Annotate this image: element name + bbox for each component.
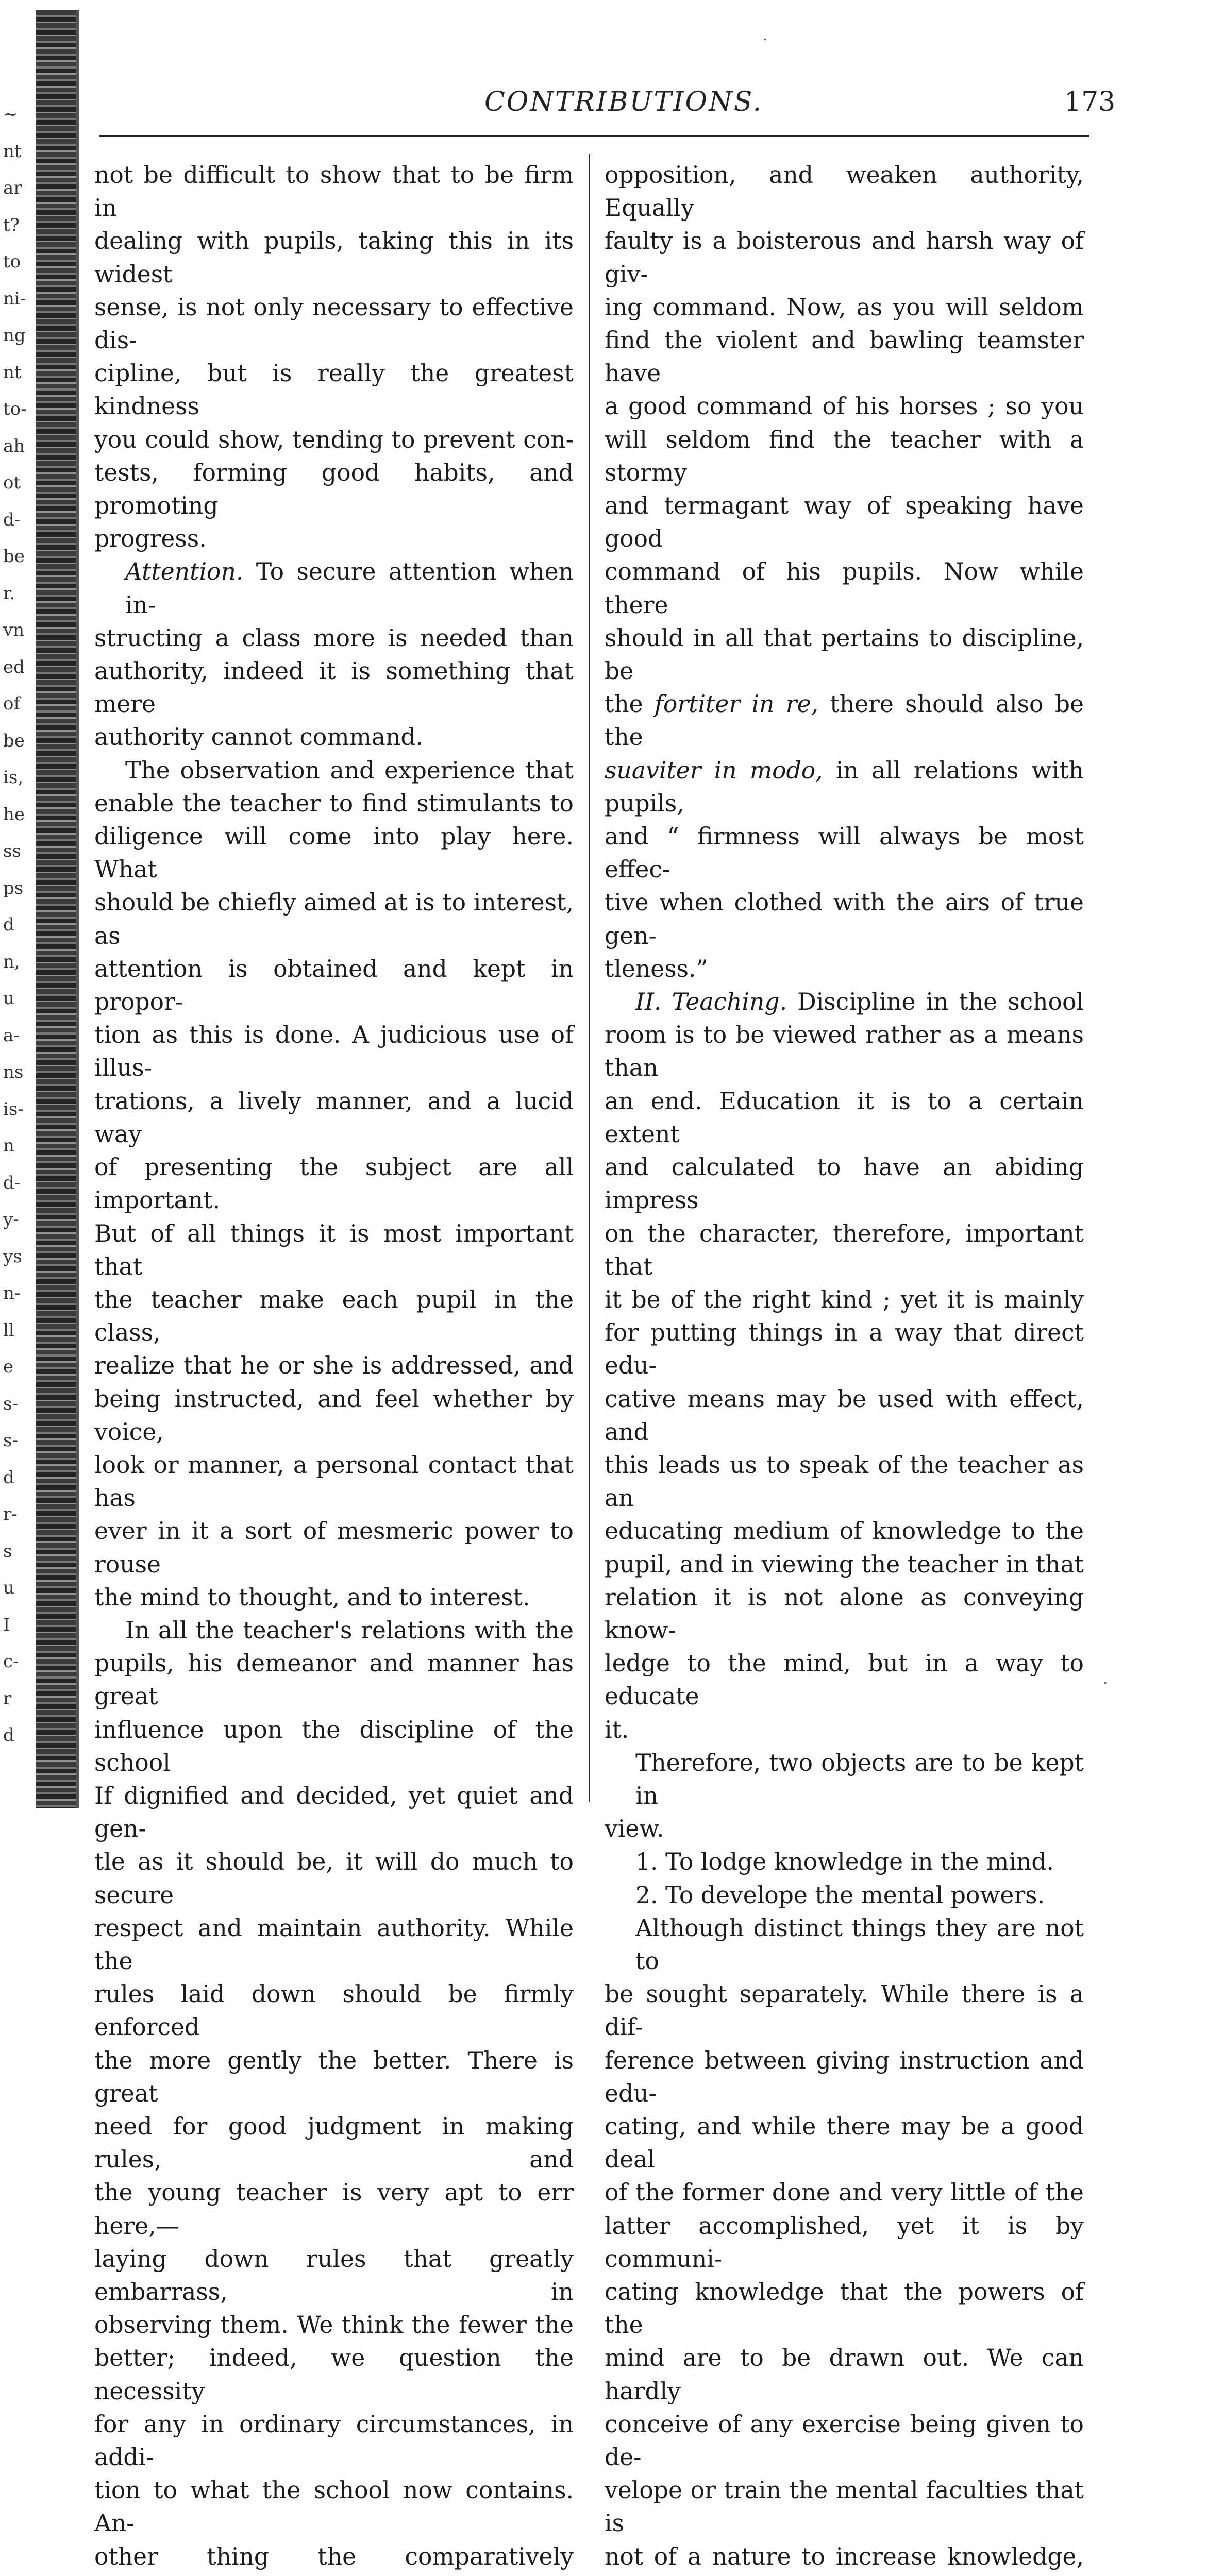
text-line: should in all that pertains to discipline, be <box>605 624 1084 685</box>
text-line: not be difficult to show that to be firm in <box>94 161 574 222</box>
margin-fragment: nt <box>3 141 22 162</box>
text-line: an end. Education it is to a certain extent <box>605 1087 1084 1148</box>
text-line: ledge to the mind, but in a way to educate <box>605 1650 1084 1710</box>
list-item: 1. To lodge knowledge in the mind. <box>635 1848 1054 1876</box>
text-line: realize that he or she is addressed, and <box>94 1352 574 1380</box>
text-line: influence upon the discipline of the school <box>94 1716 574 1776</box>
text-line: attention is obtained and kept in propor- <box>94 955 574 1016</box>
text-line: dealing with pupils, taking this in its widest <box>94 227 574 288</box>
text-line: the young teacher is very apt to err here,— <box>94 2179 574 2240</box>
margin-fragment: d <box>3 1467 14 1488</box>
text-line: mind are to be drawn out. We can hardly <box>605 2344 1084 2405</box>
text-line: need for good judgment in making rules, and <box>94 2112 574 2174</box>
text-line: trations, a lively manner, and a lucid way <box>94 1087 574 1148</box>
margin-fragment: ps <box>3 877 24 899</box>
text-line: progress. <box>94 525 207 553</box>
text-line: velope or train the mental faculties that is <box>605 2477 1084 2537</box>
text-line: structing a class more is needed than <box>94 624 574 652</box>
margin-fragment: r- <box>3 1504 18 1524</box>
text-line: tion to what the school now contains. An- <box>94 2477 574 2537</box>
margin-fragment: ar <box>3 178 22 198</box>
text-line: you could show, tending to prevent con- <box>94 426 574 453</box>
text-line: for putting things in a way that direct edu- <box>605 1319 1084 1380</box>
margin-fragment: ll <box>3 1319 14 1341</box>
text-line: opposition, and weaken authority, Equally <box>605 161 1084 222</box>
margin-fragment: ~ <box>3 104 18 125</box>
text-line: the fortiter in re, there should also be the <box>605 690 1084 751</box>
column-divider <box>589 154 590 1802</box>
margin-fragment: ni- <box>3 288 26 309</box>
text-line: for any in ordinary circumstances, in addi- <box>94 2410 574 2471</box>
text-line: tive when clothed with the airs of true gen- <box>605 889 1084 950</box>
running-header-title: CONTRIBUTIONS. <box>484 87 763 117</box>
text-line: Although distinct things they are not to <box>635 1914 1084 1975</box>
text-line: and termagant way of speaking have good <box>605 492 1084 553</box>
text-line: command of his pupils. Now while there <box>605 558 1084 619</box>
header-rule <box>99 135 1089 137</box>
margin-fragment: r <box>3 1688 12 1709</box>
margin-fragment: ng <box>3 325 26 346</box>
margin-fragment: t? <box>3 214 20 235</box>
text-line: the more gently the better. There is great <box>94 2046 574 2107</box>
text-line: relation it is not alone as conveying know- <box>605 1583 1084 1644</box>
margin-fragment: d <box>3 914 14 935</box>
scan-speck: · <box>1103 1674 1108 1692</box>
margin-fragment: d <box>3 1725 14 1745</box>
text-line: cating, and while there may be a good deal <box>605 2112 1084 2174</box>
text-line: a good command of his horses ; so you <box>605 393 1084 420</box>
list-item: 2. To develope the mental powers. <box>635 1881 1045 1909</box>
text-line: tests, forming good habits, and promoting <box>94 459 574 520</box>
text-line: it. <box>605 1716 629 1743</box>
left-margin-fragments <box>0 0 36 1817</box>
margin-fragment: of <box>3 693 21 714</box>
text-line: laying down rules that greatly embarrass, in <box>94 2245 574 2306</box>
section-label-teaching: II. Teaching. <box>635 988 787 1016</box>
margin-fragment: I <box>3 1614 10 1635</box>
text-line: educating medium of knowledge to the <box>605 1517 1084 1545</box>
text-line: room is to be viewed rather as a means than <box>605 1021 1084 1082</box>
text-line: tle as it should be, it will do much to secure <box>94 1848 574 1909</box>
text-line: authority cannot command. <box>94 723 424 751</box>
margin-fragment: be <box>3 546 25 567</box>
margin-fragment: nt <box>3 362 22 383</box>
text-line: look or manner, a personal contact that has <box>94 1451 574 1512</box>
text-line: II. Teaching. Discipline in the school <box>635 988 1084 1016</box>
page-number: 173 <box>1064 87 1116 117</box>
text-line: conceive of any exercise being given to de- <box>605 2410 1084 2471</box>
text-line: the mind to thought, and to interest. <box>94 1583 530 1611</box>
text-line: faulty is a boisterous and harsh way of giv- <box>605 227 1084 288</box>
text-line: suaviter in modo, in all relations with pupils, <box>605 756 1084 817</box>
margin-fragment: ed <box>3 656 25 677</box>
margin-fragment: ys <box>3 1246 22 1267</box>
margin-fragment: ns <box>3 1062 24 1082</box>
margin-fragment: ot <box>3 472 21 493</box>
text-line: be sought separately. While there is a dif- <box>605 1980 1084 2041</box>
book-binding-shadow <box>36 10 76 1808</box>
margin-fragment: s- <box>3 1393 18 1414</box>
margin-fragment: he <box>3 804 25 825</box>
text-line: rules laid down should be firmly enforced <box>94 1980 574 2041</box>
text-line: Attention. To secure attention when in- <box>125 558 574 619</box>
text-line: In all the teacher's relations with the <box>125 1616 574 1644</box>
text-line: being instructed, and feel whether by voice, <box>94 1385 574 1446</box>
margin-fragment: r. <box>3 583 15 604</box>
text-line: cating knowledge that the powers of the <box>605 2278 1084 2339</box>
text-line: of presenting the subject are all important. <box>94 1154 574 1214</box>
text-line: view. <box>605 1815 664 1843</box>
text-line: authority, indeed it is something that mere <box>94 657 574 718</box>
margin-fragment: vn <box>3 620 25 640</box>
text-line: Therefore, two objects are to be kept in <box>635 1749 1084 1809</box>
text-line: and “ firmness will always be most effec- <box>605 823 1084 884</box>
text-line: ing command. Now, as you will seldom <box>605 293 1084 321</box>
text-line: But of all things it is most important that <box>94 1219 574 1280</box>
margin-fragment: d- <box>3 509 21 530</box>
scan-speck: · <box>763 31 768 49</box>
text-line: ference between giving instruction and edu- <box>605 2046 1084 2107</box>
text-line: enable the teacher to find stimulants to <box>94 789 574 817</box>
margin-fragment: is, <box>3 767 24 788</box>
text-line: this leads us to speak of the teacher as an <box>605 1451 1084 1512</box>
text-line: should be chiefly aimed at is to interest, as <box>94 889 574 950</box>
text-line: tion as this is done. A judicious use of illus- <box>94 1021 574 1082</box>
margin-fragment: u <box>3 1578 14 1598</box>
text-line: the teacher make each pupil in the class, <box>94 1285 574 1347</box>
latin-phrase-suaviter: suaviter in modo, <box>605 756 823 784</box>
margin-fragment: d- <box>3 1172 21 1193</box>
text-line: of the former done and very little of the <box>605 2179 1084 2207</box>
text-line: pupil, and in viewing the teacher in that <box>605 1550 1084 1578</box>
text-line: pupils, his demeanor and manner has great <box>94 1650 574 1710</box>
text-line: it be of the right kind ; yet it is mainly <box>605 1285 1084 1313</box>
margin-fragment: a- <box>3 1025 20 1046</box>
text-line: and calculated to have an abiding impress <box>605 1154 1084 1214</box>
left-column <box>94 159 574 2576</box>
text-line: on the character, therefore, important that <box>605 1219 1084 1280</box>
margin-fragment: e <box>3 1357 14 1377</box>
margin-fragment: ss <box>3 841 21 861</box>
text-line: The observation and experience that <box>125 756 574 784</box>
margin-fragment: y- <box>3 1209 19 1230</box>
text-line: diligence will come into play here. What <box>94 823 574 884</box>
margin-fragment: s- <box>3 1430 18 1451</box>
margin-fragment: n <box>3 1136 14 1156</box>
margin-fragment: ah <box>3 435 25 456</box>
text-line: respect and maintain authority. While the <box>94 1914 574 1975</box>
section-label-attention: Attention. <box>125 558 244 586</box>
text-line: cipline, but is really the greatest kindness <box>94 360 574 420</box>
right-column <box>605 159 1084 2576</box>
text-line: tleness.” <box>605 955 708 982</box>
text-line: observing them. We think the fewer the <box>94 2311 574 2339</box>
margin-fragment: n- <box>3 1283 21 1303</box>
text-line: If dignified and decided, yet quiet and gen- <box>94 1782 574 1843</box>
margin-fragment: be <box>3 730 25 751</box>
margin-fragment: u <box>3 988 14 1009</box>
margin-fragment: to- <box>3 399 27 419</box>
text-line: find the violent and bawling teamster have <box>605 327 1084 387</box>
margin-fragment: n, <box>3 951 20 972</box>
margin-fragment: to <box>3 251 21 272</box>
text-line: better; indeed, we question the necessity <box>94 2344 574 2405</box>
text-line: sense, is not only necessary to effective dis- <box>94 293 574 354</box>
text-line: latter accomplished, yet it is by communi- <box>605 2212 1084 2273</box>
margin-fragment: is- <box>3 1098 24 1120</box>
text-line: ever in it a sort of mesmeric power to rouse <box>94 1517 574 1578</box>
text-line: will seldom find the teacher with a stormy <box>605 426 1084 486</box>
latin-phrase-fortiter: fortiter in re, <box>655 690 819 718</box>
binding-edge <box>76 10 79 1808</box>
text-line: not of a nature to increase knowledge, <box>605 2543 1084 2570</box>
margin-fragment: s <box>3 1540 12 1562</box>
margin-fragment: c- <box>3 1651 19 1672</box>
text-line: other thing the comparatively <box>94 2543 574 2570</box>
text-line: cative means may be used with effect, and <box>605 1385 1084 1446</box>
